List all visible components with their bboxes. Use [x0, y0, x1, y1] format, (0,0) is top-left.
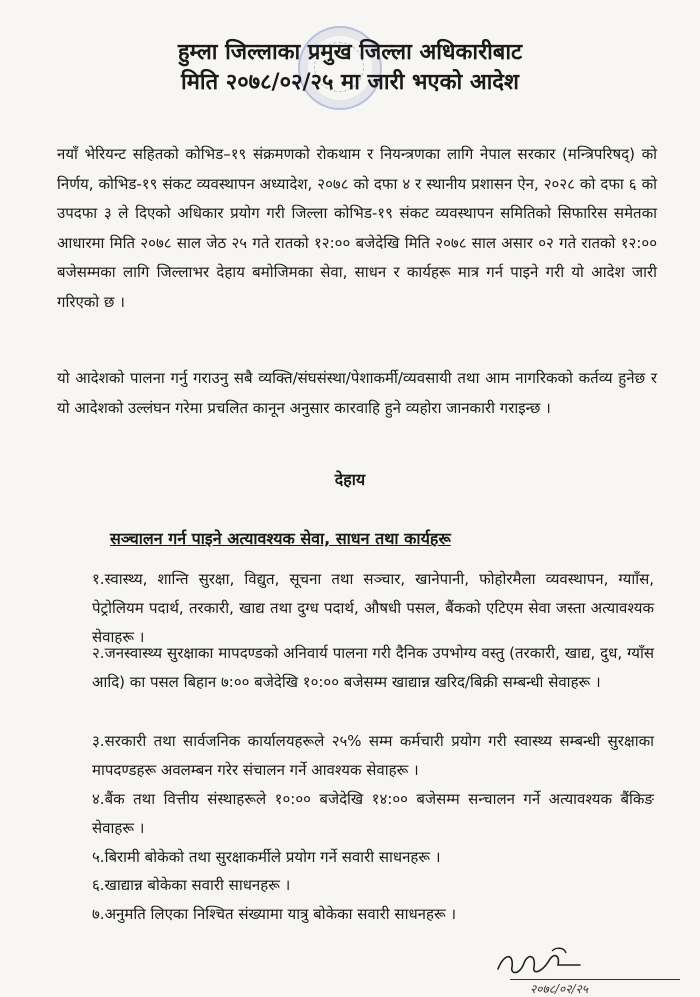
signature-date-handwritten: २०७८/०२/२५: [530, 982, 589, 996]
signature-block: [480, 945, 690, 994]
list-item-number: ५.: [92, 848, 105, 866]
section-subheading: सञ्चालन गर्न पाइने अत्यावश्यक सेवा, साधन तथा कार्यहरू: [110, 529, 451, 548]
document-title-line2: मिति २०७८/०२/२५ मा जारी भएको आदेश: [181, 70, 519, 95]
list-item: [92, 871, 654, 900]
list-item-text: अनुमति लिएका निश्चित संख्यामा यात्रु बोकेका सवारी साधनहरू ।: [104, 905, 457, 923]
list-item: [92, 843, 654, 872]
list-item: [92, 639, 654, 697]
list-item-text: जनस्वास्थ्य सुरक्षाका मापदण्डको अनिवार्य पालना गरी दैनिक उपभोग्य वस्तु (तरकारी, खाद्य, दुध, ग्याँस आदि) का पसल बिहान ७:०० बजेदेखि १०:०० बजेसम्म खाद्यान्न खरिद/बिक्री सम्बन्धी सेवाहरू ।: [92, 644, 654, 691]
section-heading: देहाय: [334, 470, 366, 489]
list-item-number: ६.: [92, 876, 105, 894]
intro-paragraph: नयाँ भेरियन्ट सहितको कोभिड–१९ संक्रमणको रोकथाम र नियन्त्रणका लागि नेपाल सरकार (मन्त्रिपरिषद्) को निर्णय, कोभिड-१९ संकट व्यवस्थापन अध्यादेश, २०७८ को दफा ४ र स्थानीय प्रशासन ऐन, २०२८ को दफा ६ को उपदफा ३ ले दिएको अधिकार प्रयोग गरी जिल्ला कोभिड-१९ संकट व्यवस्थापन समितिको सिफारिस समेतका आधारमा मिति २०७८ साल जेठ २५ गते रातको १२:०० बजेदेखि मिति २०७८ साल असार ०२ गते रातको १२:०० बजेसम्मका लागि जिल्लाभर देहाय बमोजिमका सेवा, साधन र कार्यहरू मात्र गर्न पाइने गरी यो आदेश जारी गरिएको छ ।: [57, 145, 657, 311]
list-item-number: २.: [92, 644, 105, 662]
list-item: [92, 900, 654, 929]
compliance-paragraph: यो आदेशको पालना गर्नु गराउनु सबै व्यक्ति/संघसंस्था/पेशाकर्मी/व्यवसायी तथा आम नागरिकको कर्तव्य हुनेछ र यो आदेशको उल्लंघन गरेमा प्रचलित कानून अनुसार कारवाहि हुने व्यहोरा जानकारी गराइन्छ ।: [57, 369, 657, 417]
list-item: [92, 727, 654, 785]
list-item-text: स्वास्थ्य, शान्ति सुरक्षा, विद्युत, सूचना तथा सञ्चार, खानेपानी, फोहोरमैला व्यवस्थापन, ग्यााँस, पेट्रोलियम पदार्थ, तरकारी, खाद्य तथा दुग्ध पदार्थ, औषधी पसल, बैंकको एटिएम सेवा जस्ता अत्यावश्यक सेवाहरू ।: [92, 570, 654, 646]
list-item: [92, 785, 654, 843]
list-item-text: बिरामी बोकेको तथा सुरक्षाकर्मीले प्रयोग गर्ने सवारी साधनहरू ।: [104, 848, 441, 866]
list-item-number: १.: [92, 570, 105, 588]
document-title-line1: हुम्ला जिल्लाका प्रमुख जिल्ला अधिकारीबाट: [177, 40, 523, 65]
list-item-text: बैंक तथा वित्तीय संस्थाहरूले १०:०० बजेदेखि १४:०० बजेसम्म सन्चालन गर्ने अत्यावश्यक बैंकिङ सेवाहरू ।: [92, 790, 654, 837]
list-item-text: खाद्यान्न बोकेका सवारी साधनहरू ।: [104, 876, 291, 894]
list-item-number: ३.: [92, 732, 105, 750]
list-item-number: ४.: [92, 790, 105, 808]
list-item-text: सरकारी तथा सार्वजनिक कार्यालयहरूले २५% सम्म कर्मचारी प्रयोग गरी स्वास्थ्य सम्बन्धी सुरक्षाका मापदण्डहरू अवलम्बन गरेर संचालन गर्ने आवश्यक सेवाहरू ।: [92, 732, 654, 779]
list-item-number: ७.: [92, 905, 105, 923]
